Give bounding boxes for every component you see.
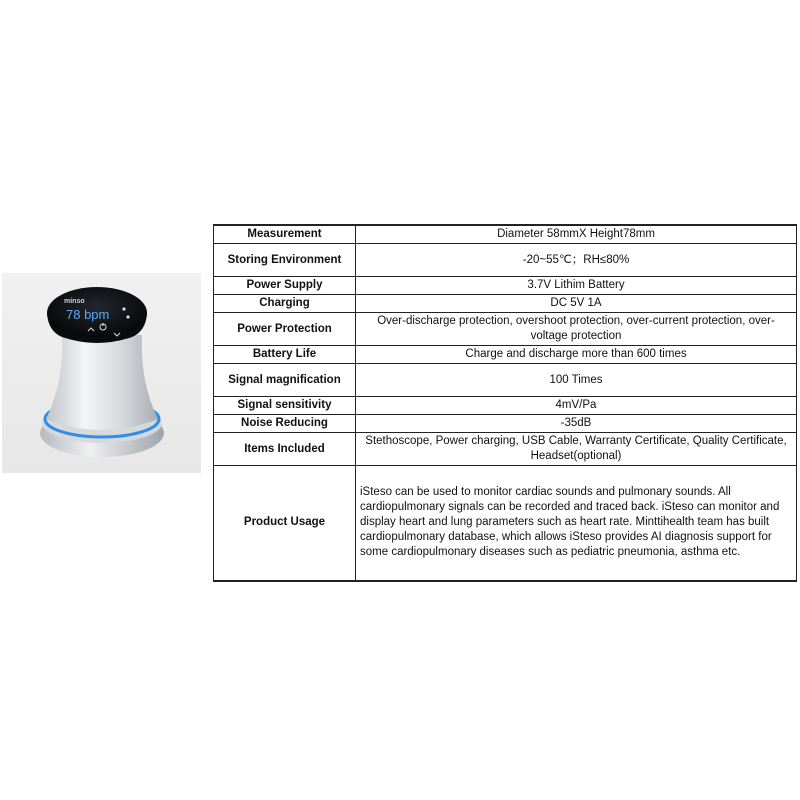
spec-label: Battery Life	[214, 346, 356, 364]
table-row	[214, 364, 797, 397]
table-row	[214, 415, 797, 433]
spec-label: Power Supply	[214, 277, 356, 295]
spec-label: Noise Reducing	[214, 415, 356, 433]
spec-label: Charging	[214, 295, 356, 313]
spec-value: DC 5V 1A	[356, 295, 797, 313]
table-row	[214, 277, 797, 295]
spec-label: Signal magnification	[214, 364, 356, 397]
spec-label: Power Protection	[214, 313, 356, 346]
spec-label: Items Included	[214, 433, 356, 466]
spec-label: Product Usage	[214, 466, 356, 581]
spec-label: Storing Environment	[214, 244, 356, 277]
table-row	[214, 397, 797, 415]
spec-value: iSteso can be used to monitor cardiac sounds and pulmonary sounds. All cardiopulmonary signals can be recorded and traced back. iSteso can monitor and display heart and lung parameters such as heart rate. Minttihealth team has built cardiopulmonary database, which allows iSteso provides AI diagnosis support for some cardiopulmonary diseases such as pediatric pneumonia, asthma etc.	[356, 466, 797, 581]
product-photo	[2, 273, 201, 473]
table-row	[214, 433, 797, 466]
spec-value: Over-discharge protection, overshoot protection, over-current protection, over-voltage protection	[356, 313, 797, 346]
brand-label: minso	[64, 298, 85, 305]
spec-label: Measurement	[214, 225, 356, 244]
spec-value: 3.7V Lithim Battery	[356, 277, 797, 295]
table-row	[214, 295, 797, 313]
stethoscope-device-illustration	[2, 273, 201, 473]
table-row	[214, 225, 797, 244]
table-row	[214, 346, 797, 364]
spec-value: -35dB	[356, 415, 797, 433]
spec-value: -20~55℃；RH≤80%	[356, 244, 797, 277]
spec-value: 100 Times	[356, 364, 797, 397]
indicator-dot-icon	[122, 307, 125, 310]
spec-value: Charge and discharge more than 600 times	[356, 346, 797, 364]
table-row	[214, 244, 797, 277]
spec-value: Diameter 58mmX Height78mm	[356, 225, 797, 244]
spec-value: 4mV/Pa	[356, 397, 797, 415]
spec-label: Signal sensitivity	[214, 397, 356, 415]
table-row	[214, 466, 797, 581]
table-row	[214, 313, 797, 346]
specification-table	[213, 224, 797, 582]
heart-rate-readout: 78 bpm	[66, 307, 110, 322]
spec-value: Stethoscope, Power charging, USB Cable, Warranty Certificate, Quality Certificate, Headset(optional)	[356, 433, 797, 466]
